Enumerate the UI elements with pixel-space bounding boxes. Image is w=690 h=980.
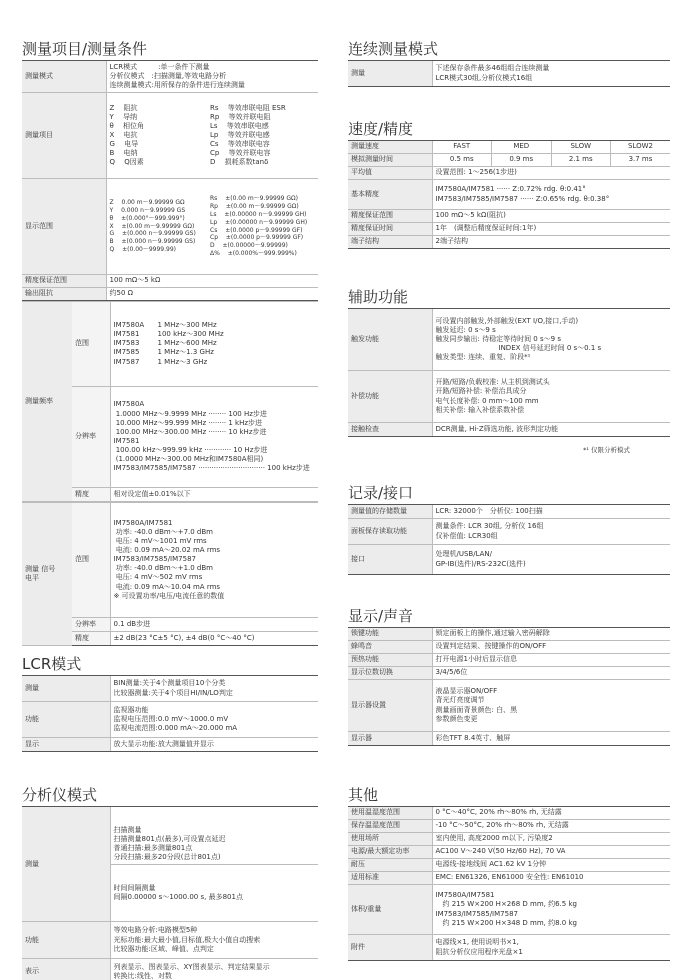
table-row <box>348 872 670 885</box>
measurement-section <box>22 40 318 646</box>
row-value: EMC: EN61326, EN61000 安全性: EN61010 <box>432 872 670 885</box>
table-row <box>22 61 318 93</box>
row-label: 电源/最大额定功率 <box>348 846 432 859</box>
table-row <box>348 833 670 846</box>
row-value: 3/4/5/6位 <box>432 667 670 680</box>
row-value: 可设置内部触发,外部触发(EXT I/O,接口,手动) 触发延迟: 0 s〜9 s 触发同步输出: 待稳定等待时间 0 s〜9 s INDEX 信号延迟时间 0 s〜0.1 s 触发类型: 连续、重复、阶段*¹ <box>432 309 670 371</box>
row-value: DCR测量, Hi-Z筛选功能, 波形判定功能 <box>432 423 670 437</box>
row-value: 锁定面板上的操作,通过输入密码解除 <box>432 628 670 641</box>
table-row <box>348 846 670 859</box>
aux-table <box>348 308 670 437</box>
table-row <box>348 371 670 423</box>
table-row <box>348 309 670 371</box>
other-section <box>348 786 670 961</box>
continuous-title: 连续测量模式 <box>348 40 439 58</box>
row-label: 使用场所 <box>348 833 432 846</box>
row-label: 蜂鸣音 <box>348 641 432 654</box>
aux-title: 辅助功能 <box>348 288 409 306</box>
row-value: 100 mΩ〜5 kΩ(阻抗) <box>432 210 670 223</box>
row-label: 测量模式 <box>22 61 106 93</box>
level-range-value: IM7580A/IM7581 功率: -40.0 dBm〜+7.0 dBm 电压: 4 mV〜1001 mV rms 电流: 0.09 mA〜20.02 mA rms IM7583/IM7585/IM7587 功率: -40.0 dBm〜+1.0 dBm 电压: 4 mV〜502 mV rms 电流: 0.09 mA〜10.04 mA rms ※ 可设置功率/电压/电流任意的数值 <box>110 502 318 617</box>
row-label: 输出阻抗 <box>22 288 106 301</box>
table-row <box>348 680 670 732</box>
row-label: 端子结构 <box>348 236 432 249</box>
row-value <box>110 807 318 922</box>
table-row <box>348 654 670 667</box>
row-label: 面板保存读取功能 <box>348 519 432 545</box>
row-label: 测量项目 <box>22 93 106 179</box>
row-label: 使用温湿度范围 <box>348 807 432 820</box>
frequency-table <box>22 301 318 502</box>
sim-time-med: 0.9 ms <box>492 154 552 167</box>
row-value-b: Rs ±(0.00 m〜9.99999 GΩ) Rp ±(0.00 m〜9.99999 GΩ) Ls ±(0.00000 n〜9.99999 GH) Lp ±(0.00000 n〜9.99999 GH) Cs ±(0.0000 p〜9.99999 GF) Cp ±(0.0000 p〜9.99999 GF) D ±(0.00000〜9.99999) Δ% ±(0.000%〜999.999%) <box>210 179 318 275</box>
row-label: 接触检查 <box>348 423 432 437</box>
table-row <box>348 820 670 833</box>
table-row <box>22 179 318 275</box>
table-row <box>348 628 670 641</box>
row-label: 测量值的存储数量 <box>348 505 432 519</box>
continuous-table <box>348 60 670 87</box>
sim-time-label: 模拟测量时间 <box>348 154 432 167</box>
level-label: 测量 信号 电平 <box>22 502 72 645</box>
row-label: 触发功能 <box>348 309 432 371</box>
row-value: 放大显示功能:放大测量值并显示 <box>110 738 318 752</box>
level-acc-label: 精度 <box>72 631 110 645</box>
freq-label: 测量频率 <box>22 302 72 502</box>
table-header-row <box>348 141 670 154</box>
row-value: 开路/短路/负载校准: 从主机到测试头 开路/短路补偿: 补偿治具成分 电气长度补偿: 0 mm〜100 mm 相关补偿: 输入补偿系数补偿 <box>432 371 670 423</box>
row-value: 0 °C〜40°C, 20% rh〜80% rh, 无结露 <box>432 807 670 820</box>
table-row <box>348 859 670 872</box>
table-row <box>348 167 670 180</box>
row-value: 设置判定结果、按键操作的ON/OFF <box>432 641 670 654</box>
freq-range-values: 1 MHz〜300 MHz 100 kHz〜300 MHz 1 MHz〜600 MHz 1 MHz〜1.3 GHz 1 MHz〜3 GHz <box>157 321 224 366</box>
table-row <box>348 641 670 654</box>
analyzer-title: 分析仪模式 <box>22 786 98 804</box>
row-label: 测量 <box>348 61 432 87</box>
continuous-section <box>348 40 670 87</box>
table-row <box>22 702 318 738</box>
table-row <box>22 922 318 959</box>
row-value: BIN测量:关于4个测量项目10个分类 比较器测量:关于4个项目HI/IN/LO判定 <box>110 676 318 702</box>
table-row <box>348 223 670 236</box>
table-row <box>22 302 318 387</box>
row-label: 显示器设置 <box>348 680 432 732</box>
table-row <box>348 423 670 437</box>
freq-range-label: 范围 <box>72 302 110 387</box>
row-label: 接口 <box>348 545 432 575</box>
row-value: 下述保存条件最多46组组合连续测量 LCR模式30组,分析仪模式16组 <box>432 61 670 87</box>
row-label: 显示位数切换 <box>348 667 432 680</box>
row-label: 功能 <box>22 702 110 738</box>
freq-range-models: IM7580A IM7581 IM7583 IM7585 IM7587 <box>113 321 145 366</box>
table-row <box>348 807 670 820</box>
other-table <box>348 806 670 961</box>
speed-header-fast: FAST <box>432 141 492 154</box>
table-row <box>348 505 670 519</box>
freq-res-value: IM7580A 1.0000 MHz〜9.9999 MHz ········ 100 Hz步进 10.000 MHz〜99.999 MHz ········ 1 kHz步进 100.00 MHz〜300.00 MHz ········ 10 kHz步进 IM7581 100.00 kHz〜999.99 kHz ············ 10 Hz步进 (1.0000 MHz〜300.00 MHz和IM7580A相同) IM7583/IM7585/IM7587 ······························ 100 kHz步进 <box>110 386 318 487</box>
sim-time-slow2: 3.7 ms <box>611 154 671 167</box>
row-label: 功能 <box>22 922 110 959</box>
table-row <box>22 738 318 752</box>
row-label: 表示 <box>22 959 110 980</box>
row-label: 保存温湿度范围 <box>348 820 432 833</box>
level-table <box>22 502 318 646</box>
speed-header-label: 测量速度 <box>348 141 432 154</box>
freq-res-label: 分辨率 <box>72 386 110 487</box>
level-acc-value: ±2 dB(23 °C±5 °C), ±4 dB(0 °C〜40 °C) <box>110 631 318 645</box>
analyzer-table <box>22 806 318 980</box>
table-row <box>348 210 670 223</box>
table-row <box>348 154 670 167</box>
row-label: 精度保证范围 <box>348 210 432 223</box>
table-row <box>348 885 670 935</box>
table-row <box>348 236 670 249</box>
level-res-label: 分辨率 <box>72 617 110 631</box>
row-label: 基本精度 <box>348 180 432 210</box>
row-value: IM7580A/IM7581 ······ Z:0.72% rdg. θ:0.41° IM7583/IM7585/IM7587 ······ Z:0.65% rdg. θ:0.38° <box>432 180 670 210</box>
lcr-title: LCR模式 <box>22 655 82 673</box>
row-label: 测量 <box>22 807 110 922</box>
row-value: 约50 Ω <box>106 288 318 301</box>
row-value: 电源线×1, 使用说明书×1, 阻抗分析仪应用程序光盘×1 <box>432 935 670 961</box>
lcr-section <box>22 655 318 752</box>
row-label: 显示 <box>22 738 110 752</box>
row-value-b: Rs 等效串联电阻 ESR Rp 等效并联电阻 Ls 等效串联电感 Lp 等效并联电感 Cs 等效串联电容 Cp 等效并联电容 D 损耗系数tanδ <box>210 93 318 179</box>
row-value: 打开电源1小时后显示信息 <box>432 654 670 667</box>
table-row <box>22 502 318 617</box>
display-section <box>348 607 670 746</box>
table-row <box>348 180 670 210</box>
row-value: LCR模式 :单一条件下测量 分析仪模式 :扫描测量,等效电路分析 连续测量模式:用所保存的条件进行连续测量 <box>106 61 318 93</box>
measurement-title: 测量项目/测量条件 <box>22 40 148 58</box>
level-res-value: 0.1 dB步进 <box>110 617 318 631</box>
aux-section <box>348 288 670 454</box>
row-value: 设置范围: 1〜256(1步进) <box>432 167 670 180</box>
table-row <box>348 519 670 545</box>
table-row <box>22 275 318 288</box>
record-title: 记录/接口 <box>348 484 414 502</box>
row-label: 精度保证范围 <box>22 275 106 288</box>
sim-time-slow: 2.1 ms <box>551 154 611 167</box>
speed-section <box>348 120 670 249</box>
row-value: 处理机/USB/LAN/ GP-IB(选件)/RS-232C(选件) <box>432 545 670 575</box>
row-value: 液晶显示器ON/OFF 背光灯亮度调节 测量画面背景颜色: 白、黑 参数颜色变更 <box>432 680 670 732</box>
row-value-sweep: 扫描测量 扫描测量801点(最多),可设置点延迟 普通扫描:最多测量801点 分段扫描:最多20分段(总计801点) <box>111 825 319 864</box>
table-row <box>348 732 670 746</box>
row-label: 附件 <box>348 935 432 961</box>
row-label: 测量 <box>22 676 110 702</box>
row-value: -10 °C〜50°C, 20% rh〜80% rh, 无结露 <box>432 820 670 833</box>
row-value-a: Z 阻抗 Y 导纳 θ 相位角 X 电抗 G 电导 B 电纳 Q Q因素 <box>106 93 210 179</box>
freq-range-value <box>110 302 318 387</box>
row-label: 耐压 <box>348 859 432 872</box>
row-label: 预热功能 <box>348 654 432 667</box>
row-label: 补偿功能 <box>348 371 432 423</box>
level-range-label: 范围 <box>72 502 110 617</box>
table-row <box>22 959 318 980</box>
table-row <box>22 676 318 702</box>
row-value: 监视器功能 监视电压范围:0.0 mV〜1000.0 mV 监视电流范围:0.000 mA〜20.000 mA <box>110 702 318 738</box>
row-value: 电源线-接地线间 AC1.62 kV 1分钟 <box>432 859 670 872</box>
row-value: LCR: 32000个 分析仪: 100扫描 <box>432 505 670 519</box>
speed-header-slow2: SLOW2 <box>611 141 671 154</box>
row-value: AC100 V〜240 V(50 Hz/60 Hz), 70 VA <box>432 846 670 859</box>
measurement-table <box>22 60 318 301</box>
row-value: 彩色TFT 8.4英寸、触屏 <box>432 732 670 746</box>
analyzer-section <box>22 786 318 980</box>
row-label: 锁键功能 <box>348 628 432 641</box>
row-label: 体积/重量 <box>348 885 432 935</box>
row-label: 精度保证时间 <box>348 223 432 236</box>
row-value: 100 mΩ〜5 kΩ <box>106 275 318 288</box>
speed-table <box>348 140 670 249</box>
table-row <box>348 935 670 961</box>
freq-acc-value: 相对设定值±0.01%以下 <box>110 487 318 501</box>
row-value: IM7580A/IM7581 约 215 W×200 H×268 D mm, 约6.5 kg IM7583/IM7585/IM7587 约 215 W×200 H×348 D mm, 约8.0 kg <box>432 885 670 935</box>
other-title: 其他 <box>348 786 379 804</box>
record-section <box>348 484 670 575</box>
row-value-interval: 时间间隔测量 间隔0.00000 s〜1000.00 s, 最多801点 <box>113 883 243 901</box>
table-row <box>22 807 318 922</box>
speed-header-med: MED <box>492 141 552 154</box>
row-label: 显示器 <box>348 732 432 746</box>
row-label: 适用标准 <box>348 872 432 885</box>
row-value: 测量条件: LCR 30组, 分析仪 16组 仅补偿值: LCR30组 <box>432 519 670 545</box>
table-row <box>22 288 318 301</box>
row-value: 室内使用, 高度2000 m以下, 污染度2 <box>432 833 670 846</box>
row-value: 2端子结构 <box>432 236 670 249</box>
row-value: 1年 (调整后精度保证时间:1年) <box>432 223 670 236</box>
aux-footnote: *¹ 仅限分析模式 <box>583 446 630 454</box>
row-label: 显示范围 <box>22 179 106 275</box>
display-table <box>348 627 670 746</box>
display-title: 显示/声音 <box>348 607 414 625</box>
sim-time-fast: 0.5 ms <box>432 154 492 167</box>
table-row <box>22 93 318 179</box>
table-row <box>348 61 670 87</box>
table-row <box>348 667 670 680</box>
table-row <box>348 545 670 575</box>
lcr-table <box>22 675 318 752</box>
row-value: 列表显示、图表显示、XY图表显示、判定结果显示 转换比:线性、对数 <box>110 959 318 980</box>
row-value-a: Z 0.00 m〜9.99999 GΩ Y 0.000 n〜9.99999 GS θ ±(0.000°〜999.999°) X ±(0.00 m〜9.99999 GΩ) G ±(0.000 n〜9.99999 GS) B ±(0.000 n〜9.99999 GS) Q ±(0.00〜9999.99) <box>106 179 210 275</box>
speed-title: 速度/精度 <box>348 120 414 138</box>
freq-acc-label: 精度 <box>72 487 110 501</box>
speed-header-slow: SLOW <box>551 141 611 154</box>
row-label: 平均值 <box>348 167 432 180</box>
record-table <box>348 504 670 575</box>
row-value: 等效电路分析:电路模型5种 光标功能:最大最小值,目标值,极大小值自动搜索 比较器功能:区域、峰值、点判定 <box>110 922 318 959</box>
